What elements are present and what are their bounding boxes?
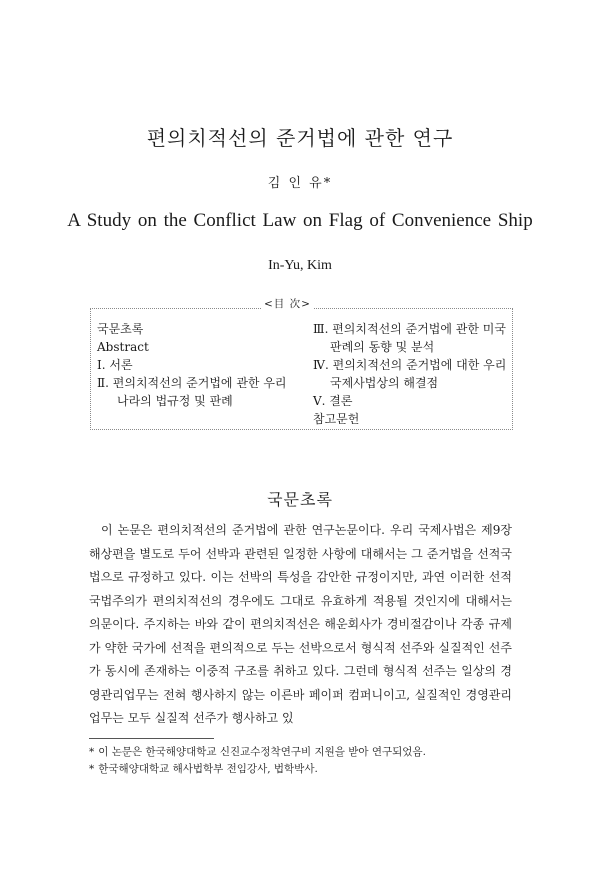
footnote-text: 이 논문은 한국해양대학교 신진교수정착연구비 지원을 받아 연구되었음. [98,746,426,758]
toc-item: Ⅰ. 서론 [97,358,133,372]
toc-item: 나라의 법규정 및 판례 [117,394,233,408]
paper-title-english: A Study on the Conflict Law on Flag of Convenience Ship [67,210,533,231]
toc-item: Ⅳ. 편의치적선의 준거법에 대한 우리 [313,358,507,372]
footnotes [89,744,519,778]
abstract-body-text: 이 논문은 편의치적선의 준거법에 관한 연구논문이다. 우리 국제사법은 제9장 해상편을 별도로 두어 선박과 관련된 일정한 사항에 대해서는 그 준거법을 선적국법으로 규정하고 있다. 이는 선박의 특성을 감안한 규정이지만, 과연 이러한 선적국법주의가 편의치적선의 경우에도 그대로 유효하게 적용될 것인지에 대해서는 의문이다. 주지하는 바와 같이 편의치적선은 해운회사가 경비절감이나 각종 규제가 약한 국가에 선적을 편의적으로 두는 선박으로서 형식적 선주와 실질적인 선주가 동시에 존재하는 이중적 구조를 취하고 있다. 그런데 형식적 선주는 일상의 경영관리업무는 전혀 행사하지 않는 이른바 페이퍼 컴퍼니이고, 실질적인 경영관리업무는 모두 실질적 선주가 행사하고 있 [89,523,512,725]
toc-item: Ⅲ. 편의치적선의 준거법에 관한 미국 [313,322,506,336]
table-of-contents-heading: <目 次> [264,298,311,310]
section-title-abstract: 국문초록 [267,490,333,509]
footnote-text: 한국해양대학교 해사법학부 전임강사, 법학박사. [98,763,318,775]
footnote-item [89,761,519,778]
toc-item: Abstract [97,340,149,354]
toc-item: 참고문헌 [313,412,360,426]
footnote-mark: * [89,746,95,758]
author-name-english: In-Yu, Kim [268,258,332,273]
footnote-mark: * [89,763,95,775]
footnote-divider [89,738,214,739]
toc-item: Ⅱ. 편의치적선의 준거법에 관한 우리 [97,376,287,390]
toc-item: 국문초록 [97,322,144,336]
toc-item: Ⅴ. 결론 [313,394,353,408]
toc-left-column [97,320,312,410]
paper-title-korean: 편의치적선의 준거법에 관한 연구 [146,126,454,150]
toc-item: 국제사법상의 해결점 [330,376,439,390]
toc-right-column [313,320,513,428]
author-name-korean: 김 인 유* [267,176,333,191]
toc-item: 판례의 동향 및 분석 [330,340,435,354]
footnote-item [89,744,519,761]
